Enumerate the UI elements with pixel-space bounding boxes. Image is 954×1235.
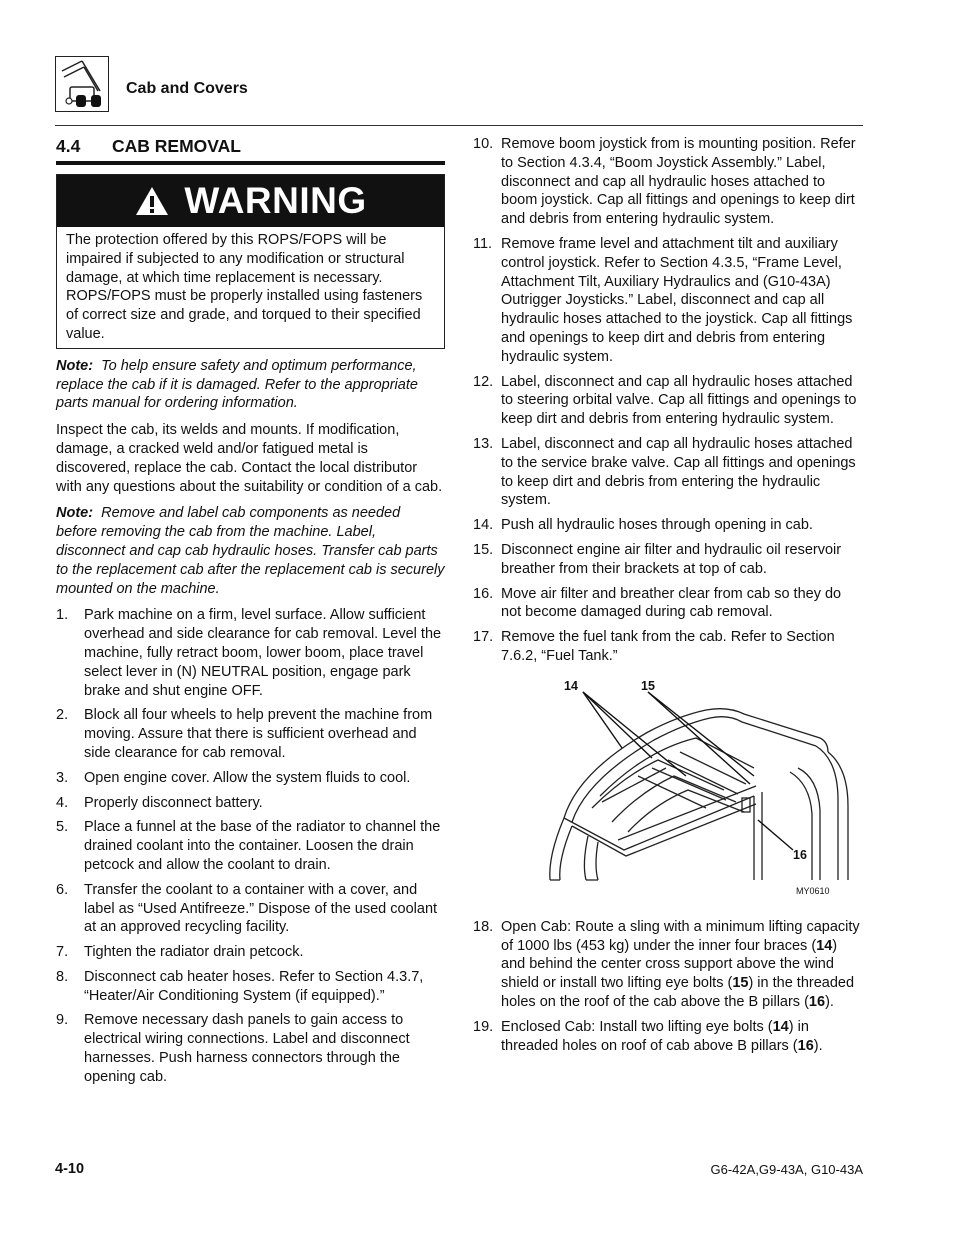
- step-item: [56, 706, 445, 762]
- left-column: [56, 134, 445, 1093]
- steps-list-right-continued: [473, 918, 865, 1056]
- text-run: ).: [825, 993, 834, 1010]
- step-text: [501, 1018, 865, 1056]
- step-text: Properly disconnect battery.: [84, 794, 263, 811]
- warning-title: WARNING: [184, 180, 367, 221]
- callout-16: 16: [793, 847, 807, 862]
- warning-header: [57, 175, 444, 227]
- step-item: [473, 541, 865, 579]
- step-number: 9.: [56, 1012, 69, 1029]
- steps-list-right: [473, 135, 865, 666]
- section-title: CAB REMOVAL: [112, 136, 241, 156]
- text-run: ) in the threaded holes on the roof of the cab above the B pillars (: [501, 975, 855, 1010]
- step-item: [473, 585, 865, 623]
- callout-ref: 16: [808, 993, 826, 1010]
- warning-box: [56, 174, 445, 349]
- note-remove-label: [56, 504, 445, 598]
- step-number: 1.: [56, 607, 69, 624]
- callout-ref: 14: [772, 1018, 789, 1035]
- step-text: Remove boom joystick from is mounting position. Refer to Section 4.3.4, “Boom Joystick Assembly.” Label, disconnect and cap all hydraulic hoses attached to boom joystick. Cap all fittings and openings to keep dirt and debris from entering hydraulic system.: [501, 136, 856, 228]
- page-number: 4-10: [55, 1161, 85, 1177]
- step-item: [473, 235, 865, 367]
- warning-text: The protection offered by this ROPS/FOPS will be impaired if subjected to any modification or structural damage, at which time replacement is necessary. ROPS/FOPS must be properly installed using fasteners of correct size and grade, and torqued to their specified value.: [66, 232, 423, 342]
- step-text: Remove the fuel tank from the cab. Refer to Section 7.6.2, “Fuel Tank.”: [501, 629, 835, 664]
- callout-ref: 15: [732, 975, 749, 992]
- step-number: 15.: [473, 541, 494, 558]
- step-text: Block all four wheels to help prevent the machine from moving. Assure that there is sufficient overhead and side clearance for cab removal.: [84, 707, 433, 761]
- step-number: 13.: [473, 435, 494, 452]
- step-item: [56, 606, 445, 700]
- callout-ref: 16: [797, 1037, 814, 1054]
- step-number: 6.: [56, 881, 69, 898]
- step-text: Remove necessary dash panels to gain access to electrical wiring connections. Label and disconnect harnesses. Push harness connectors through the opening cab.: [84, 1012, 410, 1085]
- note-ensure-safety: [56, 357, 445, 413]
- step-text: Transfer the coolant to a container with a cover, and label as “Used Antifreeze.” Dispose of the used coolant at an approved recycling facility.: [84, 881, 438, 936]
- step-text: Tighten the radiator drain petcock.: [84, 944, 304, 961]
- step-number: 7.: [56, 944, 69, 961]
- step-number: 11.: [473, 235, 493, 252]
- step-text: Open engine cover. Allow the system fluids to cool.: [84, 769, 411, 786]
- section-divider: [56, 161, 445, 165]
- header-divider: [55, 125, 863, 126]
- step-item: [56, 881, 445, 937]
- section-heading: [56, 136, 445, 158]
- step-number: 10.: [473, 136, 494, 152]
- step-text: Disconnect engine air filter and hydraulic oil reservoir breather from their brackets at top of cab.: [501, 541, 842, 577]
- right-column: [473, 134, 865, 1061]
- step-number: 18.: [473, 918, 494, 935]
- note-text: To help ensure safety and optimum performance, replace the cab if it is damaged. Refer to the appropriate parts manual for ordering information.: [56, 357, 418, 412]
- figure-code: MY0610: [796, 885, 830, 896]
- step-item: [473, 373, 865, 429]
- step-item: [473, 628, 865, 666]
- step-item: [56, 769, 445, 788]
- step-number: 16.: [473, 585, 494, 602]
- step-item: [473, 918, 865, 1012]
- step-item: [56, 818, 445, 874]
- note-label: Note:: [56, 357, 94, 374]
- intro-paragraph: Inspect the cab, its welds and mounts. If modification, damage, a cracked weld and/or fatigued metal is discovered, replace the cab. Contact the local distributor with any questions about the suitability or condition of a cab.: [56, 422, 443, 495]
- warning-triangle-icon: [134, 185, 170, 217]
- step-text: [501, 918, 865, 1012]
- note-text: Remove and label cab components as needed before removing the cab from the machine. Label, disconnect and cap cab hydraulic hoses. Transfer cab parts to the replacement cab after the replacement cab is securely mounted on the machine.: [56, 505, 445, 597]
- step-item: [473, 1018, 865, 1056]
- step-number: 5.: [56, 819, 69, 836]
- step-text: Move air filter and breather clear from cab so they do not become damaged during cab removal.: [501, 585, 842, 621]
- text-run: Enclosed Cab: Install two lifting eye bolts (: [501, 1018, 773, 1035]
- step-text: Disconnect cab heater hoses. Refer to Section 4.3.7, “Heater/Air Conditioning System (if equipped).”: [84, 968, 424, 1004]
- step-number: 2.: [56, 707, 69, 724]
- callout-14: 14: [564, 678, 578, 693]
- step-item: [56, 943, 445, 962]
- step-number: 8.: [56, 968, 69, 985]
- cab-roof-figure: [528, 680, 858, 908]
- step-item: [56, 968, 445, 1006]
- step-text: Label, disconnect and cap all hydraulic hoses attached to steering orbital valve. Cap all fittings and openings to keep dirt and debris from entering hydraulic system.: [501, 373, 857, 428]
- step-text: Park machine on a firm, level surface. Allow sufficient overhead and side clearance for cab removal. Level the machine, fully retract boom, lower boom, place travel select lever in (N) NEUTRAL position, engage park brake and shut engine OFF.: [84, 607, 442, 699]
- header-title: Cab and Covers: [126, 80, 248, 97]
- step-number: 12.: [473, 373, 494, 390]
- step-item: [473, 516, 865, 535]
- step-number: 4.: [56, 794, 69, 811]
- step-item: [473, 135, 865, 229]
- step-number: 19.: [473, 1018, 494, 1035]
- model-numbers: G6-42A,G9-43A, G10-43A: [710, 1162, 863, 1177]
- text-run: Open Cab: Route a sling with a minimum lifting capacity of 1000 lbs (453 kg) under the inner four braces (: [501, 918, 860, 954]
- step-text: Push all hydraulic hoses through opening in cab.: [501, 517, 813, 534]
- step-text: Label, disconnect and cap all hydraulic hoses attached to the service brake valve. Cap all fittings and openings to keep dirt and debris from entering the hydraulic system.: [501, 435, 856, 509]
- note-label: Note:: [56, 505, 94, 522]
- step-text: Remove frame level and attachment tilt and auxiliary control joystick. Refer to Section 4.3.5, “Frame Level, Attachment Tilt, Auxiliary Hydraulics and (G10-43A) Outrigger Joysticks.” Label, disconnect and cap all hydraulic hoses attached to the joystick. Cap all fittings and openings to keep dirt and debris from entering hydraulic system.: [501, 235, 853, 365]
- step-number: 17.: [473, 629, 494, 646]
- step-item: [56, 1011, 445, 1086]
- step-item: [473, 435, 865, 510]
- text-run: ) and behind the center cross support above the wind shield or install two lifting eye bolts (: [501, 937, 838, 992]
- steps-list-left: [56, 606, 445, 1086]
- text-run: ).: [813, 1037, 823, 1054]
- text-run: ) in threaded holes on roof of cab above B pillars (: [501, 1018, 809, 1054]
- step-number: 3.: [56, 769, 69, 786]
- cab-roof-illustration: [528, 680, 858, 908]
- step-number: 14.: [473, 517, 494, 534]
- callout-15: 15: [641, 678, 655, 693]
- step-item: [56, 794, 445, 813]
- step-text: Place a funnel at the base of the radiator to channel the drained coolant into the container. Loosen the drain petcock and allow the coolant to drain.: [84, 819, 441, 873]
- callout-ref: 14: [816, 937, 833, 954]
- section-number: 4.4: [56, 136, 81, 156]
- telehandler-machine-icon: [55, 56, 109, 112]
